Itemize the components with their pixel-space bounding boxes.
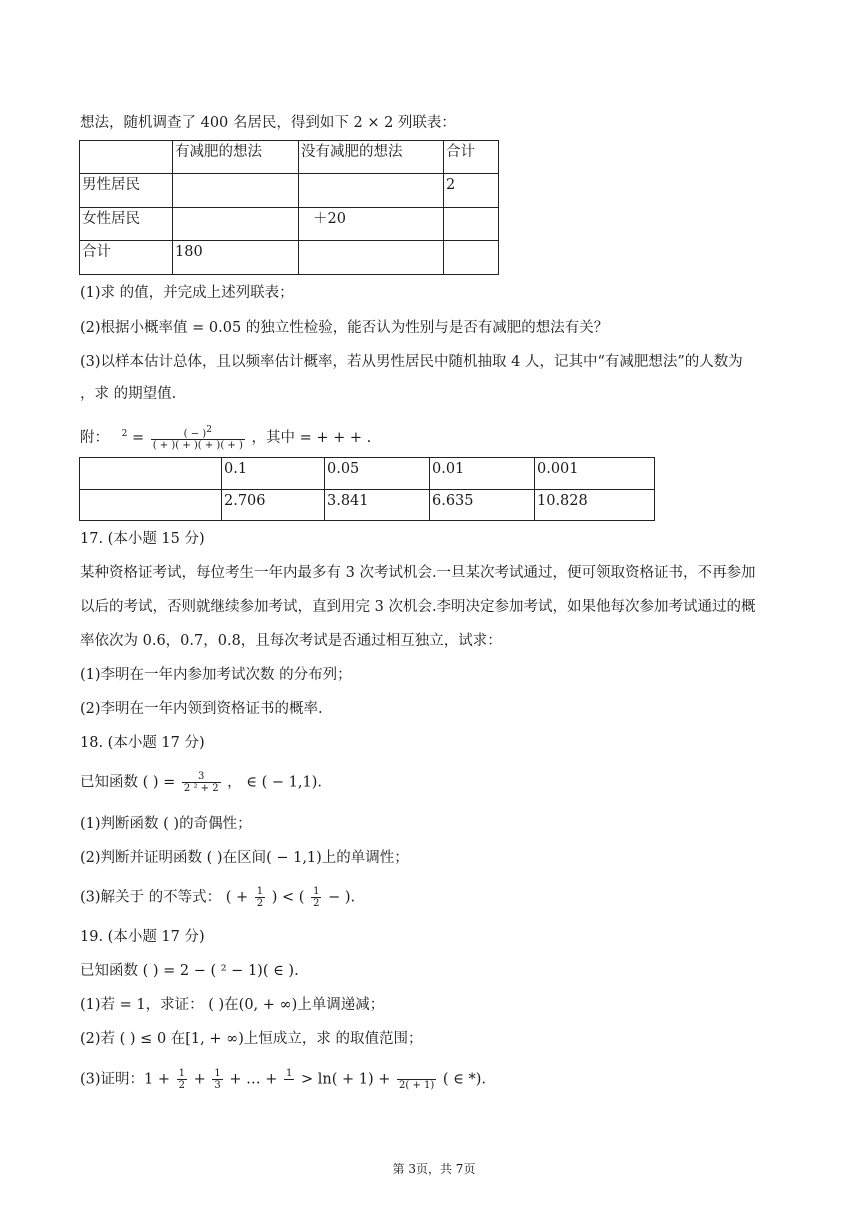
q19-part1: (1)若 = 1，求证： ( )在(0, + ∞)上单调递减；: [80, 997, 385, 1013]
q19-definition: 已知函数 ( ) = 2 − ( ² − 1)( ∈ ).: [80, 963, 299, 979]
q18-part1: (1)判断函数 ( )的奇偶性；: [80, 816, 252, 832]
table-cell: 没有减肥的想法: [299, 141, 444, 174]
table-row: [80, 490, 655, 521]
table-row: [80, 208, 499, 241]
table-cell: [80, 141, 173, 174]
table-cell: 男性居民: [80, 174, 173, 208]
table-row: [80, 458, 655, 490]
table-cell: 0.1: [222, 458, 325, 490]
table-cell: 0.01: [430, 458, 535, 490]
table-cell: [444, 208, 499, 241]
contingency-table: [79, 140, 499, 275]
table-row: [80, 174, 499, 208]
q18-title: 18. (本小题 17 分): [80, 735, 205, 751]
q18-p3-fraction-2: $\frac{1}{2}$: [313, 886, 320, 909]
formula-numerator: ( − ): [183, 427, 207, 439]
q17-line1: 某种资格证考试，每位考生一年内最多有 3 次考试机会.一旦某次考试通过，便可领取资格证书，不再参加: [80, 565, 756, 581]
q19-p3-suffix: ( ∈ *).: [442, 1071, 487, 1088]
formula-numerator-sup: 2: [206, 424, 212, 435]
table-row: [80, 241, 499, 275]
table-cell: [299, 174, 444, 208]
q16-part1: (1)求 的值，并完成上述列联表；: [80, 285, 294, 301]
table-row: [80, 141, 499, 174]
table-cell: 180: [173, 241, 299, 275]
q19-part3: [80, 1068, 486, 1091]
chi-square-formula: [80, 424, 371, 451]
page-footer: 第 3页，共 7页: [392, 1162, 476, 1176]
table-cell: 有减肥的想法: [173, 141, 299, 174]
q16-part3-line1: (3)以样本估计总体，且以频率估计概率，若从男性居民中随机抽取 4 人，记其中“有减肥想法”的人数为: [80, 354, 743, 370]
q18-p3-fraction: $\frac{1}{2}$: [256, 886, 264, 909]
table-cell: 2.706: [222, 490, 325, 521]
table-cell: [299, 241, 444, 275]
q19-p3-prefix: (3)证明：1 +: [80, 1071, 171, 1088]
table-cell: 女性居民: [80, 208, 173, 241]
q17-part2: (2)李明在一年内领到资格证书的概率.: [80, 701, 323, 717]
formula-sup: 2: [121, 429, 128, 439]
q18-definition: [80, 771, 322, 794]
q18-def-prefix: 已知函数 ( ) =: [80, 774, 176, 791]
q17-line3: 率依次为 0.6，0.7，0.8，且每次考试是否通过相互独立，试求：: [80, 633, 502, 649]
formula-denominator: ( + )( + )( + )( + ): [152, 439, 243, 451]
q19-frac-last: 2( + 1): [397, 1068, 436, 1091]
table-cell: 3.841: [325, 490, 430, 521]
table-cell: 合计: [80, 241, 173, 275]
q17-part1: (1)李明在一年内参加考试次数 的分布列；: [80, 667, 352, 683]
q18-p3-mid: ) < (: [271, 889, 305, 906]
table-cell: [444, 241, 499, 275]
q18-def-fraction: [182, 771, 221, 794]
table-cell: 合计: [444, 141, 499, 174]
intro-text: 想法，随机调查了 400 名居民，得到如下 2 × 2 列联表：: [80, 115, 456, 131]
table-cell: [80, 458, 222, 490]
q19-p3-b: + … +: [229, 1071, 278, 1088]
formula-eq: =: [131, 429, 145, 446]
table-cell: [173, 174, 299, 208]
formula-fraction: [151, 425, 245, 451]
q19-frac-third: $\frac{1}{3}$: [214, 1068, 221, 1091]
q17-title: 17. (本小题 15 分): [80, 531, 205, 547]
table-cell: [80, 490, 222, 521]
q19-frac-half: $\frac{1}{2}$: [178, 1068, 186, 1091]
table-cell: [173, 208, 299, 241]
q18-def-numerator: 3: [182, 771, 221, 783]
q18-def-denominator: 2 ² + 2: [183, 783, 219, 794]
table-cell: 0.001: [535, 458, 655, 490]
table-cell: 2: [444, 174, 499, 208]
q19-frac-n: 1: [286, 1068, 293, 1079]
q19-p3-c: > ln( + 1) +: [301, 1071, 391, 1088]
q18-part3: [80, 886, 355, 909]
table-cell: 10.828: [535, 490, 655, 521]
q19-p3-a: +: [193, 1071, 206, 1088]
table-cell: 0.05: [325, 458, 430, 490]
q18-part2: (2)判断并证明函数 ( )在区间( − 1,1)上的单调性；: [80, 850, 409, 866]
table-cell: ＋20: [299, 208, 444, 241]
q18-p3-suffix: − ).: [328, 889, 356, 906]
table-cell: 6.635: [430, 490, 535, 521]
q17-line2: 以后的考试，否则就继续参加考试，直到用完 3 次机会.李明决定参加考试，如果他每次参加考试通过的概: [80, 599, 756, 615]
q16-part3-line2: ，求 的期望值.: [80, 386, 177, 402]
q18-def-suffix: ， ∈ ( − 1,1).: [227, 774, 322, 791]
critical-value-table: [79, 457, 655, 521]
formula-suffix: ，其中 = + + + .: [251, 429, 372, 446]
q19-part2: (2)若 ( ) ≤ 0 在[1, + ∞)上恒成立，求 的取值范围；: [80, 1031, 423, 1047]
formula-prefix: 附：: [80, 429, 109, 446]
q18-p3-prefix: (3)解关于 的不等式： ( +: [80, 889, 249, 906]
q16-part2: (2)根据小概率值 = 0.05 的独立性检验，能否认为性别与是否有减肥的想法有关？: [80, 320, 609, 336]
q19-title: 19. (本小题 17 分): [80, 929, 205, 945]
